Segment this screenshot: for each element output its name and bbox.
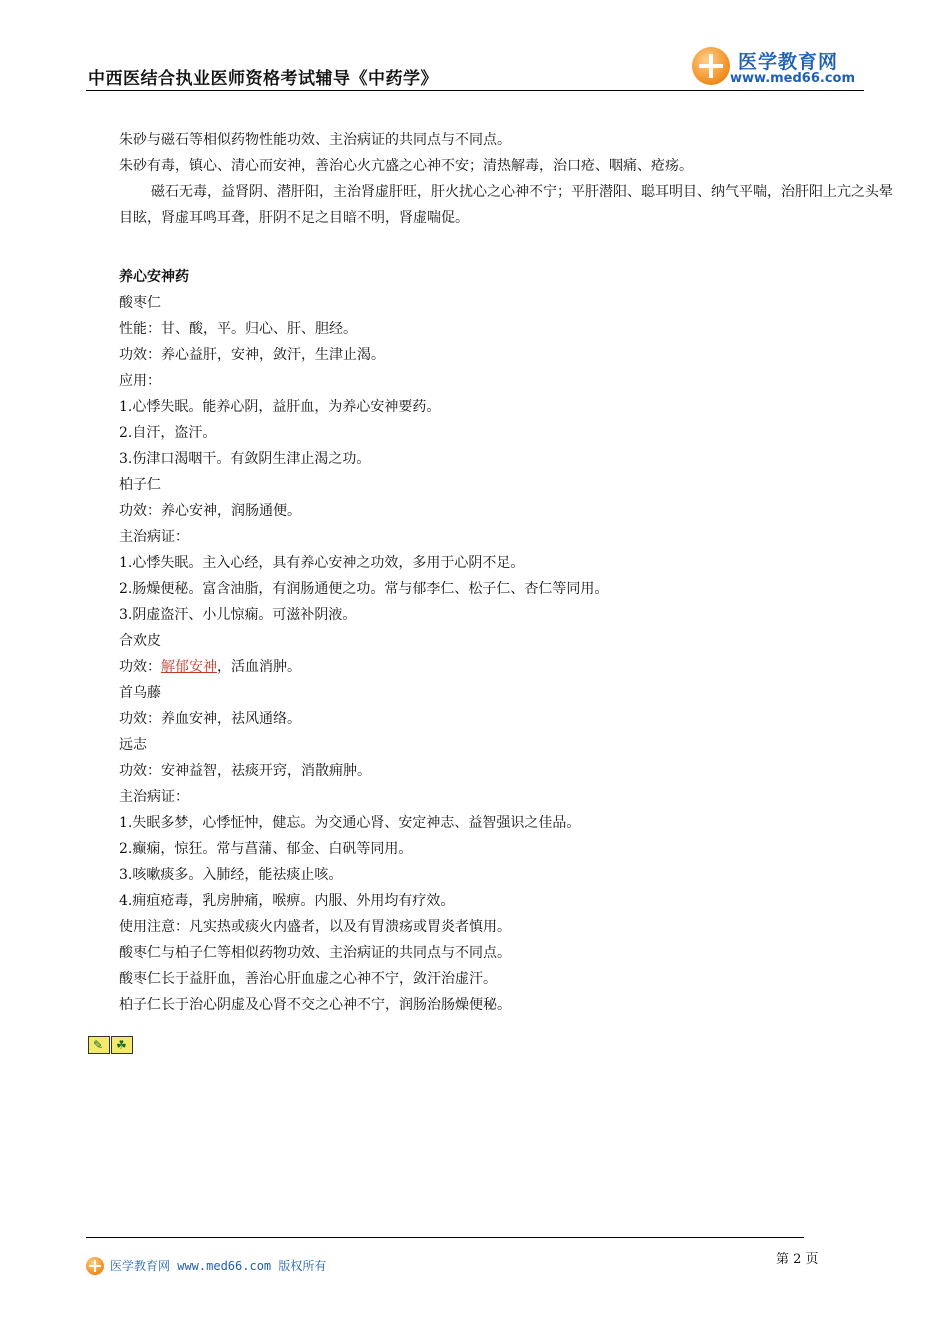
text-line: 功效：养心益肝，安神，敛汗，生津止渴。	[119, 347, 385, 363]
text-line: 3.伤津口渴咽干。有敛阴生津止渴之功。	[119, 451, 371, 467]
nav-next-icon[interactable]: ☘	[111, 1036, 133, 1054]
nav-prev-icon[interactable]: ✎	[88, 1036, 110, 1054]
logo-url: www.med66.com	[730, 71, 856, 86]
text-line: 柏子仁	[119, 477, 161, 493]
paragraph-inner	[119, 179, 897, 231]
text-line: 使用注意：凡实热或痰火内盛者，以及有胃溃疡或胃炎者慎用。	[119, 919, 511, 935]
header-divider	[86, 90, 864, 91]
text-line: 柏子仁长于治心阴虚及心肾不交之心神不宁，润肠治肠燥便秘。	[119, 997, 511, 1013]
medical-cross-logo-icon	[692, 47, 730, 85]
text-line: 功效：安神益智，祛痰开窍，消散痈肿。	[119, 763, 371, 779]
text-line: 酸枣仁	[119, 295, 161, 311]
site-logo[interactable]	[692, 45, 872, 90]
text-line: 1.心悸失眠。主入心经，具有养心安神之功效，多用于心阴不足。	[119, 555, 525, 571]
text-line: 功效：养心安神，润肠通便。	[119, 503, 301, 519]
text-line: 首乌藤	[119, 685, 161, 701]
text-line: 酸枣仁与柏子仁等相似药物功效、主治病证的共同点与不同点。	[119, 945, 511, 961]
text-line: 主治病证：	[119, 529, 189, 545]
paragraph-text	[119, 179, 897, 231]
paragraph: 朱砂与磁石等相似药物性能功效、主治病证的共同点与不同点。	[119, 132, 511, 148]
logo-name: 医学教育网	[738, 51, 839, 73]
nav-icons	[88, 1036, 133, 1054]
text-line: 3.阴虚盗汗、小儿惊痫。可滋补阴液。	[119, 607, 357, 623]
hehuan-effect-line	[119, 654, 879, 680]
text-line: 3.咳嗽痰多。入肺经，能祛痰止咳。	[119, 867, 343, 883]
footer-logo-icon	[86, 1257, 104, 1275]
paragraph: 朱砂有毒，镇心、清心而安神，善治心火亢盛之心神不安；清热解毒，治口疮、咽痛、疮疡。	[119, 158, 693, 174]
text-line: 酸枣仁长于益肝血，善治心肝血虚之心神不宁，敛汗治虚汗。	[119, 971, 497, 987]
document-body	[119, 127, 893, 1018]
paragraph-wrapped	[119, 179, 897, 231]
jieyu-anshen-link[interactable]: 解郁安神	[161, 659, 217, 675]
magnetite-text: 磁石无毒，益肾阴、潜肝阳，主治肾虚肝旺，肝火扰心之心神不宁；平肝潜阳、聪耳明目、纳气平喘，治肝阳上亢之头晕目眩，肾虚耳鸣耳聋，肝阴不足之目暗不明，肾虚喘促。	[119, 184, 893, 226]
text-line: 合欢皮	[119, 633, 161, 649]
text-line: 2.自汗，盗汗。	[119, 425, 217, 441]
text-line: 1.失眠多梦，心悸怔忡，健忘。为交通心肾、安定神志、益智强识之佳品。	[119, 815, 581, 831]
footer-copyright: 医学教育网 www.med66.com 版权所有	[110, 1259, 327, 1273]
effect-prefix: 功效：	[119, 659, 161, 675]
text-line: 2.癫痫，惊狂。常与菖蒲、郁金、白矾等同用。	[119, 841, 413, 857]
section-heading: 养心安神药	[119, 269, 189, 285]
document-header-title: 中西医结合执业医师资格考试辅导《中药学》	[88, 69, 438, 89]
footer-divider	[86, 1237, 804, 1238]
text-line: 功效：养血安神，祛风通络。	[119, 711, 301, 727]
text-line: 主治病证：	[119, 789, 189, 805]
text-line: 2.肠燥便秘。富含油脂，有润肠通便之功。常与郁李仁、松子仁、杏仁等同用。	[119, 581, 609, 597]
spacer	[119, 231, 879, 264]
text-line: 应用：	[119, 373, 161, 389]
text-line: 1.心悸失眠。能养心阴，益肝血，为养心安神要药。	[119, 399, 441, 415]
text-line: 性能：甘、酸，平。归心、肝、胆经。	[119, 321, 357, 337]
text-line: 4.痈疽疮毒，乳房肿痛，喉痹。内服、外用均有疗效。	[119, 893, 455, 909]
page-number: 第 2 页	[776, 1252, 819, 1267]
effect-suffix: ，活血消肿。	[217, 659, 301, 675]
text-line: 远志	[119, 737, 147, 753]
